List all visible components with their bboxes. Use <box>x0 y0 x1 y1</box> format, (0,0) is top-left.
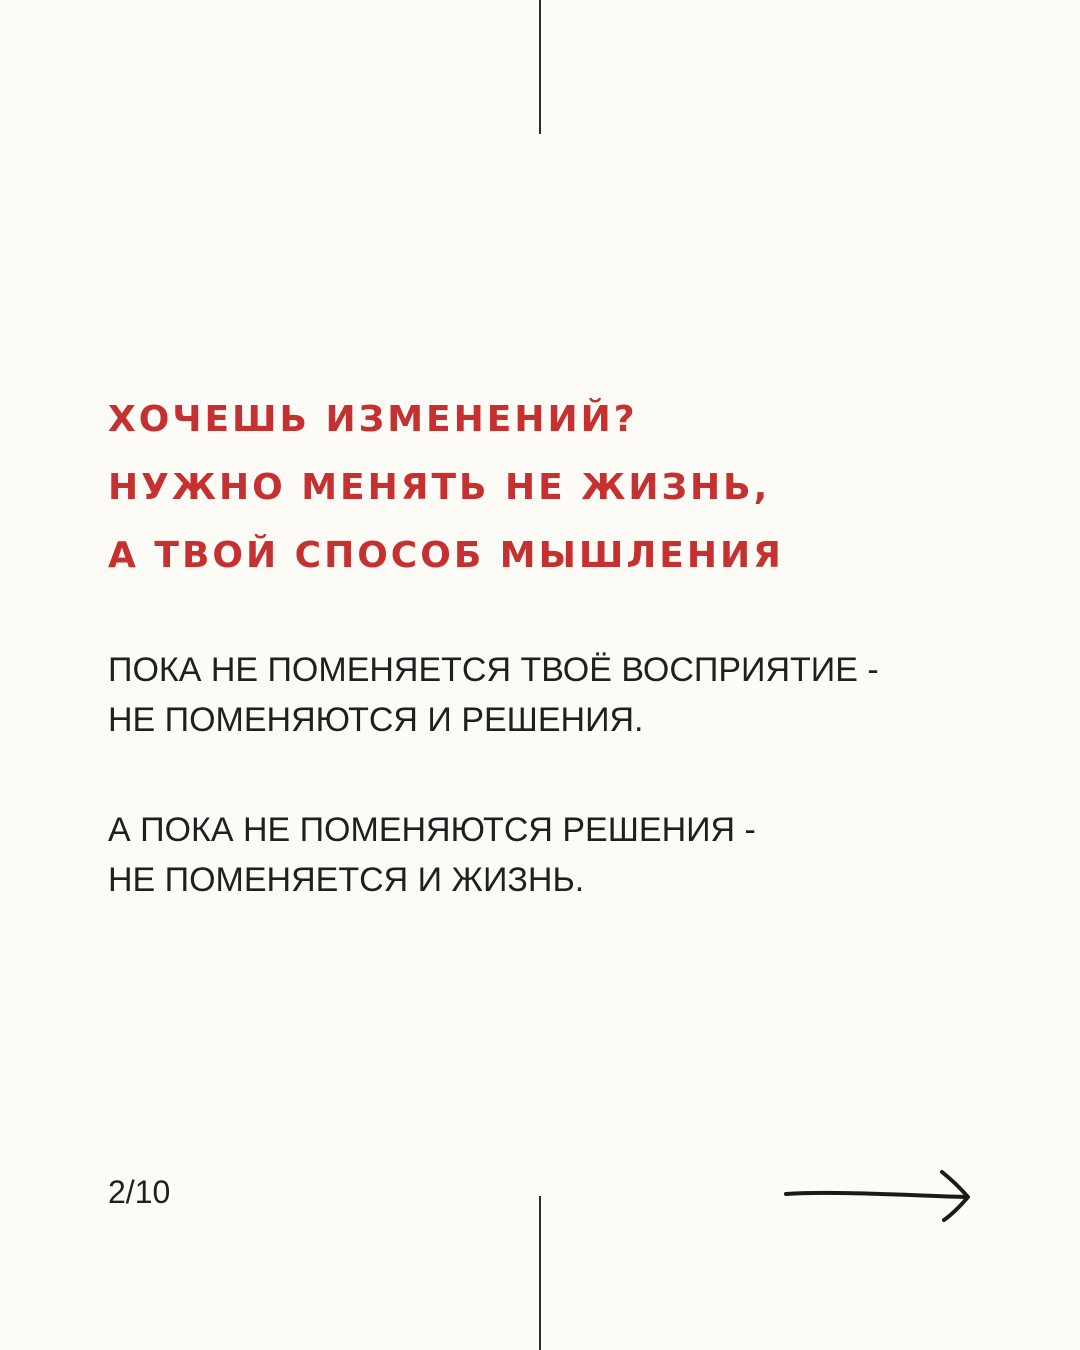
body-paragraph-1-line-2: НЕ ПОМЕНЯЮТСЯ И РЕШЕНИЯ. <box>108 701 644 739</box>
body-paragraph-1 <box>108 645 1008 745</box>
body-paragraph-2-line-2: НЕ ПОМЕНЯЕТСЯ И ЖИЗНЬ. <box>108 861 585 899</box>
arrow-right-icon <box>782 1164 978 1228</box>
bottom-divider-line <box>539 1196 541 1350</box>
page-counter: 2/10 <box>108 1174 171 1210</box>
body-paragraph-2-line-1: А ПОКА НЕ ПОМЕНЯЮТСЯ РЕШЕНИЯ - <box>108 811 756 849</box>
headline <box>108 386 1008 590</box>
headline-line-1: ХОЧЕШЬ ИЗМЕНЕНИЙ? <box>108 399 638 440</box>
body-paragraph-2 <box>108 805 1008 905</box>
next-slide-button[interactable] <box>782 1164 978 1228</box>
body-paragraph-1-line-1: ПОКА НЕ ПОМЕНЯЕТСЯ ТВОЁ ВОСПРИЯТИЕ - <box>108 651 879 689</box>
headline-line-2: НУЖНО МЕНЯТЬ НЕ ЖИЗНЬ, <box>108 467 771 508</box>
top-divider-line <box>539 0 541 134</box>
headline-line-3: А ТВОЙ СПОСОБ МЫШЛЕНИЯ <box>108 535 784 576</box>
